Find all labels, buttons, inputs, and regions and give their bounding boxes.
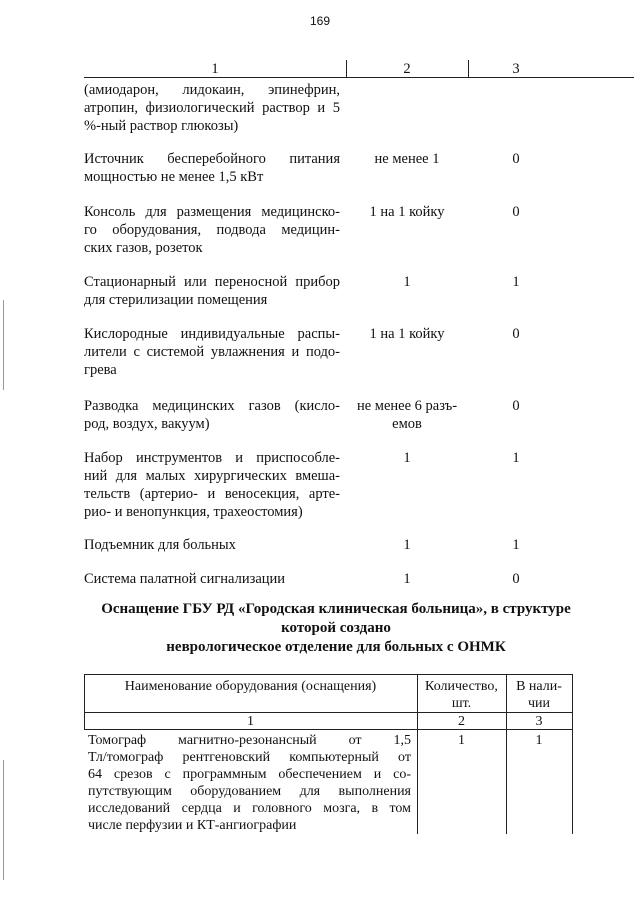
- equipment-name-line: Источник бесперебойного питания: [84, 151, 340, 167]
- equipment-qty-line: емов: [392, 416, 422, 432]
- equipment-row: [84, 449, 340, 521]
- equipment-row: [84, 536, 340, 554]
- equipment-available: 1: [512, 537, 520, 553]
- equipment-name-line: род, воздух, вакуум): [84, 416, 210, 432]
- bottom-row-line: исследований сердца и головного мозга, в том: [88, 801, 411, 816]
- scan-margin-mark: [3, 760, 4, 880]
- equipment-name-line: Стационарный или переносной прибор: [84, 274, 340, 290]
- equipment-available: 0: [512, 398, 520, 414]
- equipment-name-line: мощностью не менее 1,5 кВт: [84, 169, 264, 185]
- equipment-row: [84, 570, 340, 588]
- equipment-qty-line: не менее 6 разъ-: [356, 398, 458, 414]
- continuation-line: (амиодарон, лидокаин, эпинефрин,: [84, 82, 340, 98]
- bottom-table-row-name: [88, 732, 411, 834]
- equipment-name-line: лители с системой увлажнения и подо-: [84, 344, 340, 360]
- equipment-name-line: Набор инструментов и приспособле-: [84, 450, 340, 466]
- equipment-qty: не менее 1: [374, 151, 440, 167]
- equipment-name-line: для стерилизации помещения: [84, 292, 268, 308]
- equipment-qty: 1: [403, 450, 411, 466]
- equipment-name-line: Разводка медицинских газов (кисло-: [84, 398, 340, 414]
- bottom-table-header-qty: [417, 678, 506, 712]
- equipment-row: [84, 397, 340, 433]
- bottom-row-line: числе перфузии и КТ-ангиографии: [88, 818, 297, 833]
- section-title-line: которой создано: [281, 620, 391, 636]
- equipment-name-line: Кислородные индивидуальные распы-: [84, 326, 340, 342]
- top-table-header-col2: 2: [403, 61, 411, 77]
- bottom-table-row-available: 1: [535, 733, 543, 748]
- equipment-name-line: тельств (артерио- и веносекция, арте-: [84, 486, 340, 502]
- equipment-name-line: Подъемник для больных: [84, 537, 236, 553]
- continuation-text: [84, 81, 340, 135]
- equipment-name-line: Система палатной сигнализации: [84, 571, 286, 587]
- scan-margin-mark: [3, 300, 4, 390]
- equipment-qty: [346, 397, 468, 433]
- equipment-qty: 1: [403, 537, 411, 553]
- bottom-table-top-rule: [84, 674, 572, 675]
- continuation-line: %-ный раствор глюкозы): [84, 118, 239, 134]
- bottom-table-border: [572, 674, 573, 834]
- bottom-row-line: Тл/томограф рентгеновский компьютерный от: [88, 750, 411, 765]
- equipment-available: 0: [512, 151, 520, 167]
- top-table-header-col1: 1: [211, 61, 219, 77]
- top-table-header-col3: 3: [512, 61, 520, 77]
- equipment-name-line: рио- и венопункция, трахеостомия): [84, 504, 303, 520]
- page-number: 169: [309, 14, 331, 28]
- equipment-available: 0: [512, 204, 520, 220]
- bottom-row-line: Томограф магнитно-резонансный от 1,5: [88, 733, 411, 748]
- header-available-line: чии: [527, 696, 551, 711]
- bottom-table-number-col1: 1: [247, 714, 254, 729]
- equipment-row: [84, 325, 340, 379]
- header-qty-line: шт.: [451, 696, 472, 711]
- equipment-row: [84, 273, 340, 309]
- equipment-qty: 1: [403, 571, 411, 587]
- bottom-table-number-col2: 2: [458, 714, 465, 729]
- equipment-qty: 1 на 1 койку: [369, 204, 445, 220]
- section-title-line: Оснащение ГБУ РД «Городская клиническая больница», в структуре: [101, 601, 571, 617]
- equipment-available: 0: [512, 326, 520, 342]
- section-title-line: неврологическое отделение для больных с ОНМК: [166, 639, 506, 655]
- bottom-table-number-col3: 3: [535, 714, 543, 729]
- continuation-line: атропин, физиологический раствор и 5: [84, 100, 340, 116]
- equipment-row: [84, 150, 340, 186]
- equipment-available: 1: [512, 274, 520, 290]
- equipment-name-line: грева: [84, 362, 117, 378]
- bottom-table-header-available: [506, 678, 572, 712]
- equipment-available: 0: [512, 571, 520, 587]
- equipment-qty: 1: [403, 274, 411, 290]
- equipment-available: 1: [512, 450, 520, 466]
- header-available-line: В нали-: [516, 679, 562, 694]
- section-title: [80, 600, 592, 657]
- bottom-table-row-qty: 1: [458, 733, 465, 748]
- header-qty-line: Количество,: [425, 679, 498, 694]
- equipment-name-line: ний для малых хирургических вмеша-: [84, 468, 340, 484]
- bottom-row-line: 64 срезов с программным обеспечением и со-: [88, 767, 411, 782]
- equipment-qty: 1 на 1 койку: [369, 326, 445, 342]
- equipment-row: [84, 203, 340, 257]
- equipment-name-line: ских газов, розеток: [84, 240, 203, 256]
- equipment-name-line: го оборудования, подвода медицин-: [84, 222, 340, 238]
- bottom-row-line: путствующим оборудованием для выполнения: [88, 784, 411, 799]
- bottom-table-header-name: Наименование оборудования (оснащения): [124, 679, 377, 694]
- equipment-name-line: Консоль для размещения медицинско-: [84, 204, 340, 220]
